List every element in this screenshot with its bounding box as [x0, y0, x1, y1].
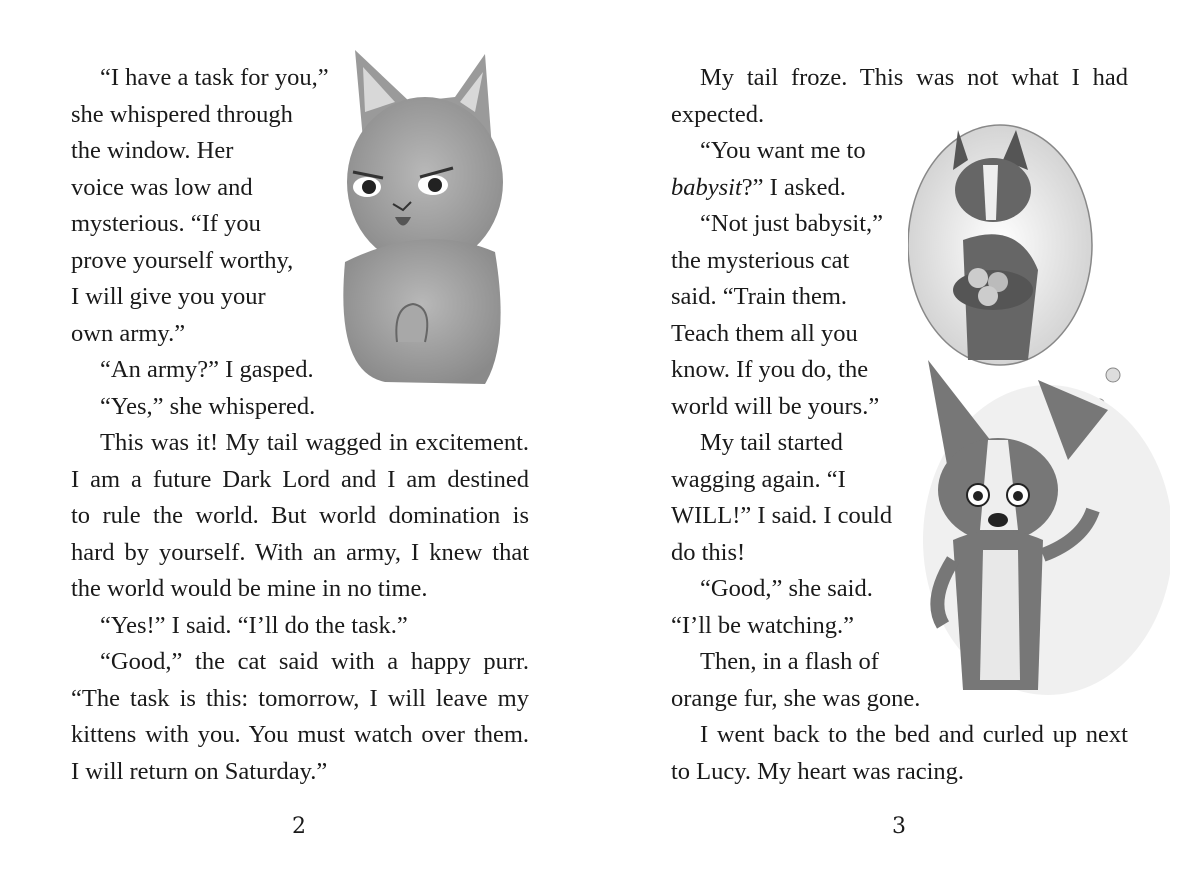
- text-line: “I’ll be watching.”: [671, 611, 854, 639]
- text-line: said. “Train them.: [671, 283, 848, 310]
- text-line: own army.”: [71, 319, 186, 347]
- text-line: I will return on Saturday.”: [71, 757, 328, 785]
- text-line: kittens with you. You must watch over them.: [71, 721, 529, 748]
- text-line: “I have a task for you,”: [100, 64, 329, 91]
- text-line: “Yes,” she whispered.: [100, 392, 316, 420]
- text-line: she whispered through: [71, 100, 293, 128]
- text-line: “The task is this: tomorrow, I will leave my: [71, 684, 529, 712]
- text-line: Teach them all you: [671, 319, 858, 347]
- text-line: “Good,” she said.: [700, 575, 873, 602]
- dog-illustration: [908, 120, 1170, 700]
- text-line: wagging again. “I: [671, 465, 846, 493]
- text-line: hard by yourself. With an army, I knew that: [71, 538, 529, 566]
- text-line: to rule the world. But world domination is: [71, 502, 529, 529]
- text-line: I am a future Dark Lord and I am destined: [71, 465, 529, 493]
- text-line: “Good,” the cat said with a happy purr.: [100, 648, 529, 675]
- text-line: My tail started: [700, 429, 843, 456]
- page-number-left: 2: [292, 814, 306, 839]
- cat-illustration: [325, 42, 510, 390]
- line-text: ?” I asked.: [741, 173, 846, 201]
- text-line: the window. Her: [71, 137, 234, 164]
- text-line: do this!: [671, 538, 746, 566]
- text-line: Then, in a flash of: [700, 648, 879, 675]
- text-line: expected.: [671, 100, 765, 128]
- text-line: I went back to the bed and curled up next: [700, 721, 1128, 748]
- text-line: “You want me to: [700, 137, 866, 164]
- text-line: the mysterious cat: [671, 246, 850, 274]
- text-line: know. If you do, the: [671, 356, 869, 383]
- text-line: voice was low and: [71, 173, 253, 201]
- text-line: the world would be mine in no time.: [71, 575, 428, 602]
- text-line: “An army?” I gasped.: [100, 356, 314, 383]
- page-number-right: 3: [892, 814, 906, 839]
- text-line: My tail froze. This was not what I had: [700, 64, 1128, 91]
- text-line: prove yourself worthy,: [71, 246, 294, 274]
- text-line: mysterious. “If you: [71, 210, 261, 237]
- text-line: I will give you your: [71, 283, 266, 310]
- thought-bubble: [908, 125, 1120, 407]
- italic-word: babysit: [671, 173, 742, 201]
- text-line: “Not just babysit,”: [700, 210, 884, 237]
- text-line: world will be yours.”: [671, 392, 880, 420]
- text-line: [671, 173, 846, 203]
- text-line: orange fur, she was gone.: [671, 684, 921, 712]
- text-line: “Yes!” I said. “I’ll do the task.”: [100, 611, 408, 639]
- text-line: This was it! My tail wagged in excitement.: [100, 429, 529, 456]
- text-line: to Lucy. My heart was racing.: [671, 757, 964, 785]
- dog: [923, 360, 1170, 695]
- text-line: WILL!” I said. I could: [671, 502, 893, 529]
